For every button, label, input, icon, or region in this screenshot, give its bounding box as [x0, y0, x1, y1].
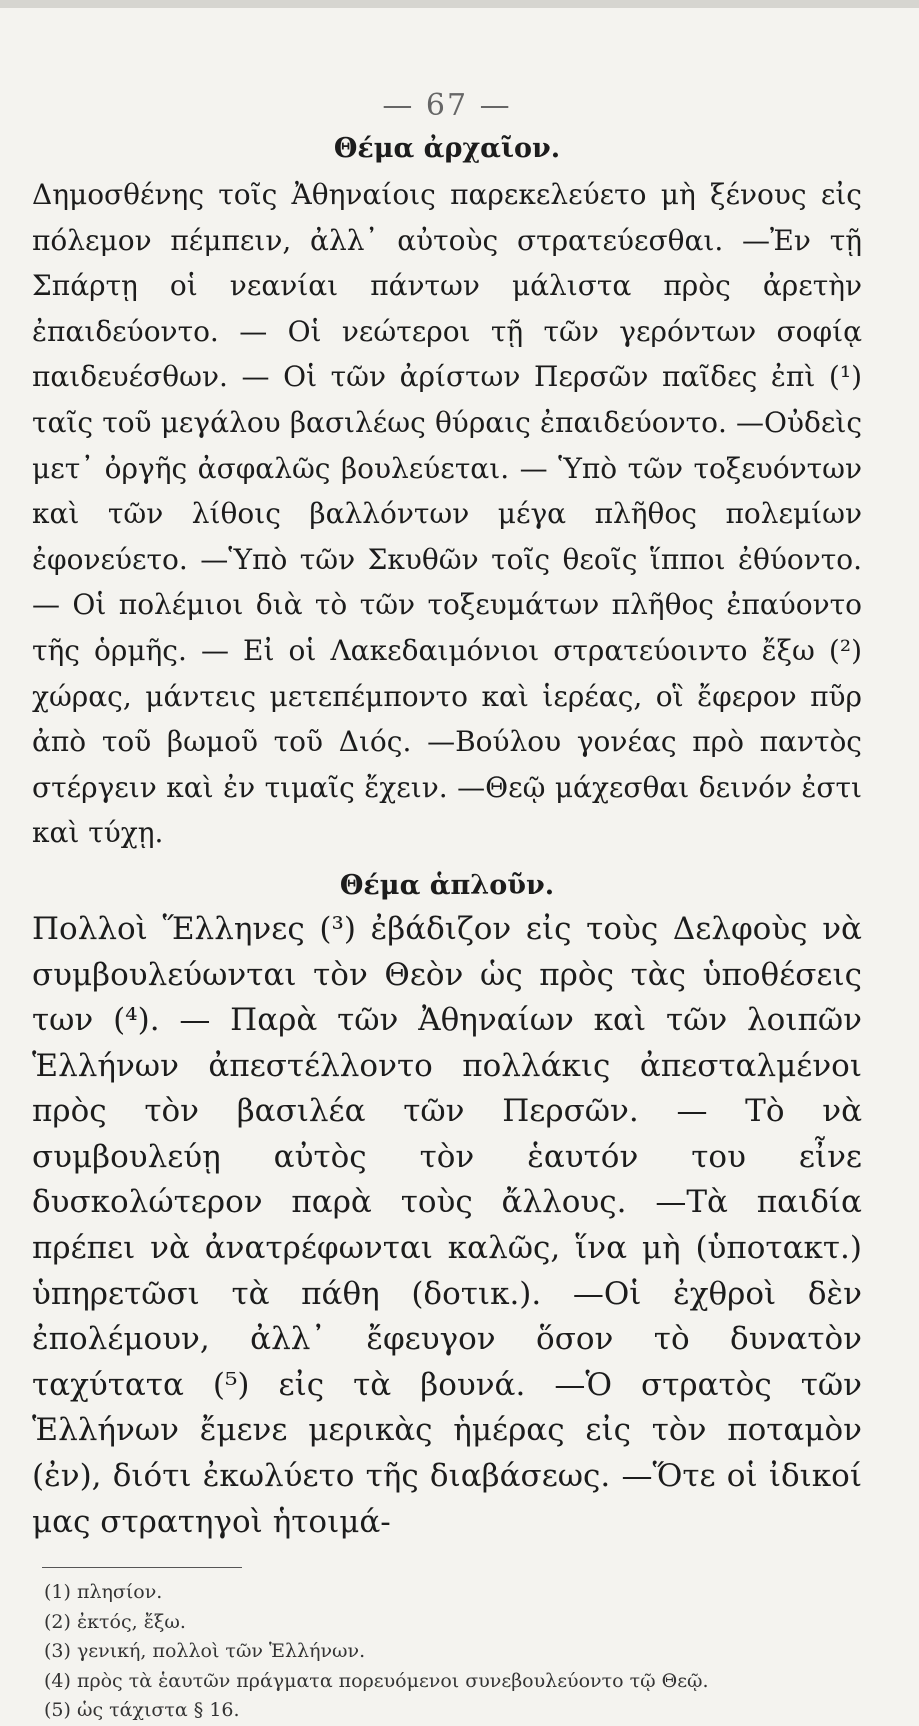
page-top-edge: [0, 0, 919, 8]
sentence: — Τὸ νὰ συμβουλεύῃ αὐτὸς τὸν ἑαυτόν του εἶνε δυσκολώτερον παρὰ τοὺς ἄλλους.: [32, 1093, 863, 1221]
paragraph: [32, 172, 862, 856]
footnote: (4) πρὸς τὰ ἑαυτῶν πράγματα πορευόμενοι συνεβουλεύοντο τῷ Θεῷ.: [44, 1669, 709, 1692]
section-body-ancient: [32, 172, 862, 856]
sentence: —Οἱ ἐχθροὶ δὲν ἐπολέμουν, ἀλλ᾿ ἔφευγον ὅσον τὸ δυνατὸν ταχύτατα (⁵) εἰς τὰ βουνά.: [32, 1275, 862, 1403]
footnote-divider: [42, 1567, 242, 1568]
footnotes: [44, 1578, 862, 1726]
sentence: —Ἐν τῇ Σπάρτῃ οἱ νεανίαι πάντων μάλιστα πρὸς ἀρετὴν ἐπαιδεύοντο.: [32, 223, 862, 348]
footnote: (2) ἐκτός, ἔξω.: [44, 1610, 186, 1633]
sentence: — Ὑπὸ τῶν τοξευόντων καὶ τῶν λίθοις βαλλόντων μέγα πλῆθος πολεμίων ἐφονεύετο.: [32, 451, 863, 576]
page-number: — 67 —: [382, 88, 512, 123]
sentence: —Ὑπὸ τῶν Σκυθῶν τοῖς θεοῖς ἵπποι ἐθύοντο.: [200, 542, 863, 576]
sentence: — Οἱ πολέμιοι διὰ τὸ τῶν τοξευμάτων πλῆθος ἐπαύοντο τῆς ὁρμῆς.: [32, 588, 862, 667]
sentence: —Τὰ παιδία πρέπει νὰ ἀνατρέφωνται καλῶς, ἵνα μὴ (ὑποτακτ.) ὑπηρετῶσι τὰ πάθη (δοτικ.).: [32, 1184, 862, 1312]
sentence: — Οἱ τῶν ἀρίστων Περσῶν παῖδες ἐπὶ (¹) ταῖς τοῦ μεγάλου βασιλέως θύραις ἐπαιδεύοντο.: [32, 360, 862, 439]
sentence: Πολλοὶ Ἕλληνες (³) ἐβάδιζον εἰς τοὺς Δελφοὺς νὰ συμβουλεύωνται τὸν Θεὸν ὡς πρὸς τὰς ὑποθέσεις των (⁴).: [32, 910, 862, 1039]
sentence: — Παρὰ τῶν Ἀθηναίων καὶ τῶν λοιπῶν Ἑλλήνων ἀπεστέλλοντο πολλάκις ἀπεσταλμένοι πρὸς τὸν βασιλέα τῶν Περσῶν.: [32, 1002, 862, 1130]
footnote: (3) γενική, πολλοὶ τῶν Ἑλλήνων.: [44, 1640, 366, 1663]
section-body-simple: [32, 907, 862, 1545]
sentence: — Οἱ νεώτεροι τῇ τῶν γερόντων σοφίᾳ παιδευέσθων.: [32, 314, 862, 394]
section-heading-simple: Θέμα ἁπλοῦν.: [339, 869, 555, 901]
sentence: —Οὐδεὶς μετ᾿ ὀργῆς ἀσφαλῶς βουλεύεται.: [32, 405, 862, 485]
footnote: (5) ὡς τάχιστα § 16.: [44, 1699, 240, 1722]
sentence: —Βούλου γονέας πρὸ παντὸς στέργειν καὶ ἐν τιμαῖς ἔχειν.: [32, 725, 862, 804]
sentence: —Ὁ στρατὸς τῶν Ἑλλήνων ἔμενε μερικὰς ἡμέρας εἰς τὸν ποταμὸν (ἐν), διότι ἐκωλύετο τῆς διαβάσεως.: [32, 1366, 862, 1495]
footnote: (1) πλησίον.: [44, 1581, 163, 1604]
sentence: Δημοσθένης τοῖς Ἀθηναίοις παρεκελεύετο μὴ ξένους εἰς πόλεμον πέμπειν, ἀλλ᾿ αὐτοὺς στρατεύεσθαι.: [32, 178, 862, 257]
sentence: —Ὅτε οἱ ἰδικοί μας στρατηγοὶ ἡτοιμά-: [32, 1458, 862, 1540]
paragraph: [32, 907, 862, 1545]
book-page: [32, 88, 862, 1726]
sentence: — Εἰ οἱ Λακεδαιμόνιοι στρατεύοιντο ἔξω (²) χώρας, μάντεις μετεπέμποντο καὶ ἱερέας, οἳ ἔφερον πῦρ ἀπὸ τοῦ βωμοῦ τοῦ Διός.: [32, 633, 862, 759]
section-heading-ancient: Θέμα ἀρχαῖον.: [333, 133, 561, 164]
sentence: —Θεῷ μάχεσθαι δεινόν ἐστι καὶ τύχῃ.: [32, 770, 863, 850]
